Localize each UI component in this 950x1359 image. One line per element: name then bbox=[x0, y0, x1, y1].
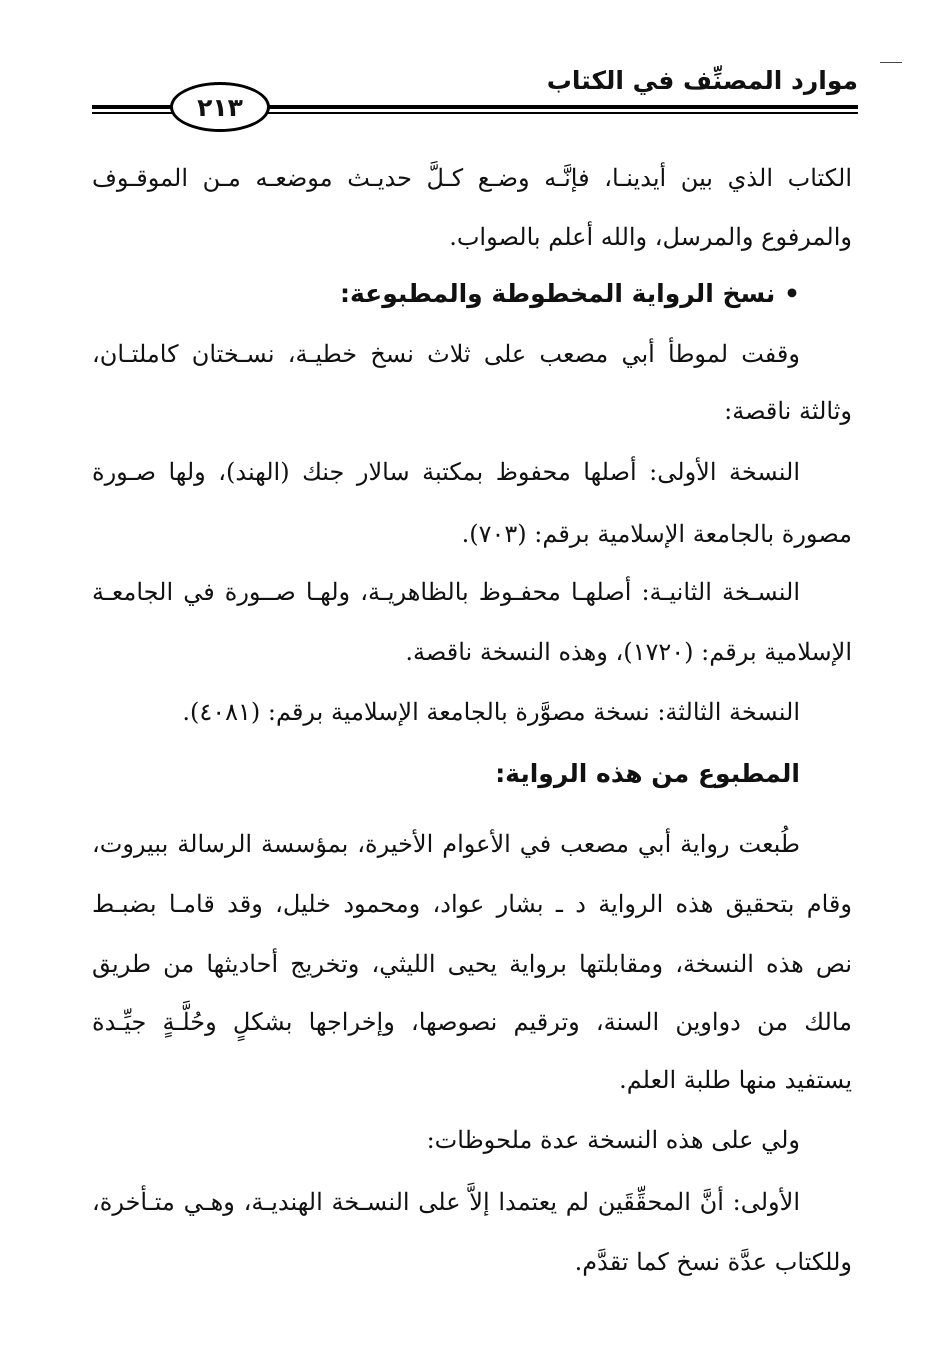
body-line: والمرفوع والمرسل، والله أعلم بالصواب. bbox=[449, 223, 852, 251]
body-line: نص هذه النسخة، ومقابلتها برواية يحيى الليثي، وتخريج أحاديثها من طريق bbox=[92, 950, 852, 978]
body-line: الإسلامية برقم: (١٧٢٠)، وهذه النسخة ناقصة. bbox=[405, 638, 852, 666]
body-line: الكتاب الذي بين أيدينـا، فإنَّـه وضـع كـلَّ حديـث موضعـه مـن الموقـوف bbox=[92, 164, 852, 192]
body-line: النسـخة الثانيـة: أصلهـا محفـوظ بالظاهريـة، ولهـا صــورة في الجامعـة bbox=[92, 578, 800, 606]
body-line: ولي على هذه النسخة عدة ملحوظات: bbox=[426, 1126, 800, 1154]
body-line: وللكتاب عدَّة نسخ كما تقدَّم. bbox=[574, 1248, 852, 1276]
body-line: وقفت لموطأ أبي مصعب على ثلاث نسخ خطيـة، نسـختان كاملتـان، bbox=[92, 340, 800, 368]
body-line: مصورة بالجامعة الإسلامية برقم: (٧٠٣). bbox=[461, 520, 852, 548]
body-line: النسخة الثالثة: نسخة مصوَّرة بالجامعة الإسلامية برقم: (٤٠٨١). bbox=[182, 698, 800, 726]
section-heading: • نسخ الرواية المخطوطة والمطبوعة: bbox=[340, 279, 800, 308]
body-line: وثالثة ناقصة: bbox=[724, 397, 852, 425]
page-number-oval bbox=[170, 82, 270, 132]
body-line: الأولى: أنَّ المحقِّقَين لم يعتمدا إلاَّ على النسـخة الهنديـة، وهـي متـأخرة، bbox=[92, 1188, 800, 1216]
page-number: ٢١٣ bbox=[197, 92, 243, 122]
body-line: وقام بتحقيق هذه الرواية د ـ بشار عواد، ومحمود خليل، وقد قامـا بضبـط bbox=[92, 890, 852, 918]
body-line: طُبعت رواية أبي مصعب في الأعوام الأخيرة، بمؤسسة الرسالة ببيروت، bbox=[92, 830, 800, 858]
body-line: مالك من دواوين السنة، وترقيم نصوصها، وإخراجها بشكلٍ وحُلَّـةٍ جيِّـدة bbox=[92, 1008, 852, 1036]
header-corner-mark bbox=[880, 62, 902, 63]
section-heading: المطبوع من هذه الرواية: bbox=[495, 759, 800, 788]
running-header-title: موارد المصنِّف في الكتاب bbox=[546, 66, 858, 95]
body-line: النسخة الأولى: أصلها محفوظ بمكتبة سالار جنك (الهند)، ولها صـورة bbox=[92, 458, 800, 486]
body-line: يستفيد منها طلبة العلم. bbox=[619, 1066, 852, 1094]
